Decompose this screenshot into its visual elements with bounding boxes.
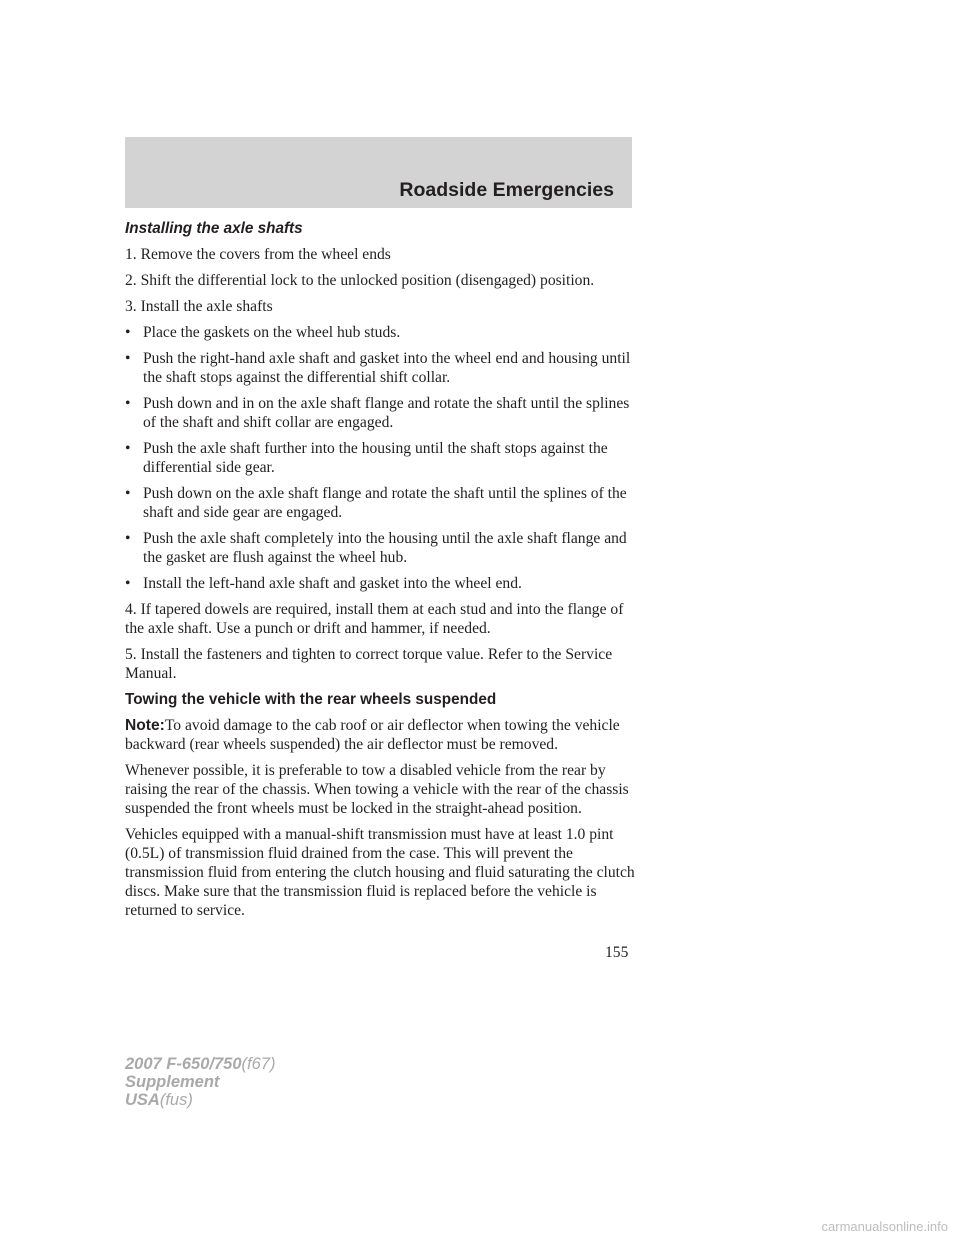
note-text: To avoid damage to the cab roof or air deflector when towing the vehicle backward (rear wheels suspended) the air deflector must be removed. (125, 717, 620, 753)
footer-supplement: Supplement (125, 1073, 220, 1091)
bullet-icon: • (125, 485, 131, 502)
section-title: Roadside Emergencies (399, 179, 614, 201)
axle-bullet-list (125, 323, 635, 593)
note-label: Note: (125, 717, 165, 734)
footer-model: 2007 F-650/750 (125, 1055, 242, 1073)
header-band (125, 137, 632, 208)
towing-note (125, 716, 635, 754)
step-3: 3. Install the axle shafts (125, 298, 273, 315)
step-2: 2. Shift the differential lock to the unlocked position (disengaged) position. (125, 272, 595, 289)
step-5: 5. Install the fasteners and tighten to correct torque value. Refer to the Service Manual. (125, 646, 613, 682)
bullet-icon: • (125, 440, 131, 457)
list-item: • Push down on the axle shaft flange and rotate the shaft until the splines of the shaft and side gear are engaged. (125, 485, 627, 521)
towing-paragraph-1: Whenever possible, it is preferable to tow a disabled vehicle from the rear by raising the rear of the chassis. When towing a vehicle with the rear of the chassis suspended the front wheels must be locked in the straight-ahead position. (125, 762, 629, 817)
step-1: 1. Remove the covers from the wheel ends (125, 246, 391, 263)
bullet-icon: • (125, 530, 131, 547)
footer-model-code: (f67) (241, 1055, 276, 1073)
list-item: • Place the gaskets on the wheel hub studs. (125, 324, 401, 341)
page-number: 155 (605, 944, 629, 961)
towing-paragraph-2: Vehicles equipped with a manual-shift transmission must have at least 1.0 pint (0.5L) of transmission fluid drained from the case. This will prevent the transmission fluid from entering the clutch housing and fluid saturating the clutch discs. Make sure that the transmission fluid is replaced before the vehicle is returned to service. (125, 826, 635, 919)
page-content (125, 219, 635, 927)
footer-market-code: (fus) (159, 1091, 193, 1109)
watermark-text: carmanualsonline.info (821, 1219, 948, 1234)
axle-heading: Installing the axle shafts (125, 220, 303, 237)
towing-heading: Towing the vehicle with the rear wheels suspended (125, 691, 497, 708)
list-item: • Push the axle shaft completely into the housing until the axle shaft flange and the gasket are flush against the wheel hub. (125, 530, 627, 566)
bullet-icon: • (125, 395, 131, 412)
footer-market: USA (125, 1091, 160, 1109)
step-4: 4. If tapered dowels are required, install them at each stud and into the flange of the axle shaft. Use a punch or drift and hammer, if needed. (125, 601, 624, 637)
list-item: • Push the axle shaft further into the housing until the shaft stops against the differential side gear. (125, 440, 608, 476)
list-item: • Push down and in on the axle shaft flange and rotate the shaft until the splines of the shaft and shift collar are engaged. (125, 395, 630, 431)
bullet-icon: • (125, 350, 131, 367)
list-item: • Install the left-hand axle shaft and gasket into the wheel end. (125, 575, 522, 592)
list-item: • Push the right-hand axle shaft and gasket into the wheel end and housing until the shaft stops against the differential shift collar. (125, 350, 631, 386)
bullet-icon: • (125, 575, 131, 592)
document-footer (125, 1055, 275, 1109)
bullet-icon: • (125, 324, 131, 341)
